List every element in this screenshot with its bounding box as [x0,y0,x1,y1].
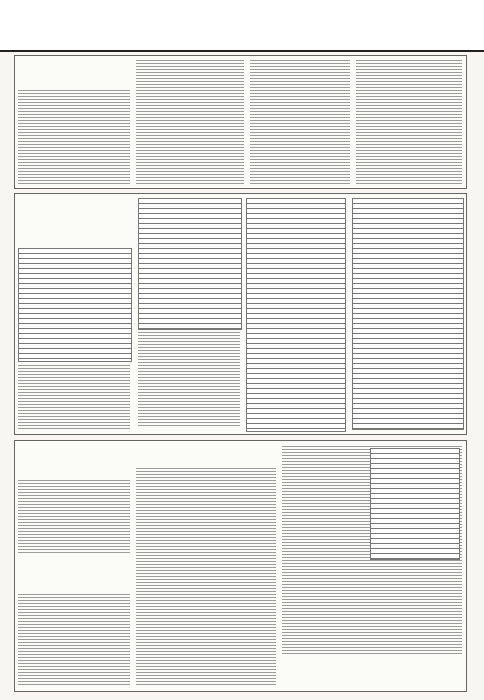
financial-table [138,198,242,330]
masthead [0,0,484,52]
financial-table [18,248,132,362]
text-column [138,332,240,428]
text-column [18,90,130,185]
text-column [18,480,130,555]
text-column [250,60,350,185]
text-column [18,365,130,429]
text-column [136,468,276,686]
financial-table [246,198,346,432]
text-column [356,60,462,185]
financial-table [352,198,464,430]
text-column [18,594,130,686]
text-column [136,60,244,185]
financial-table [370,448,460,560]
